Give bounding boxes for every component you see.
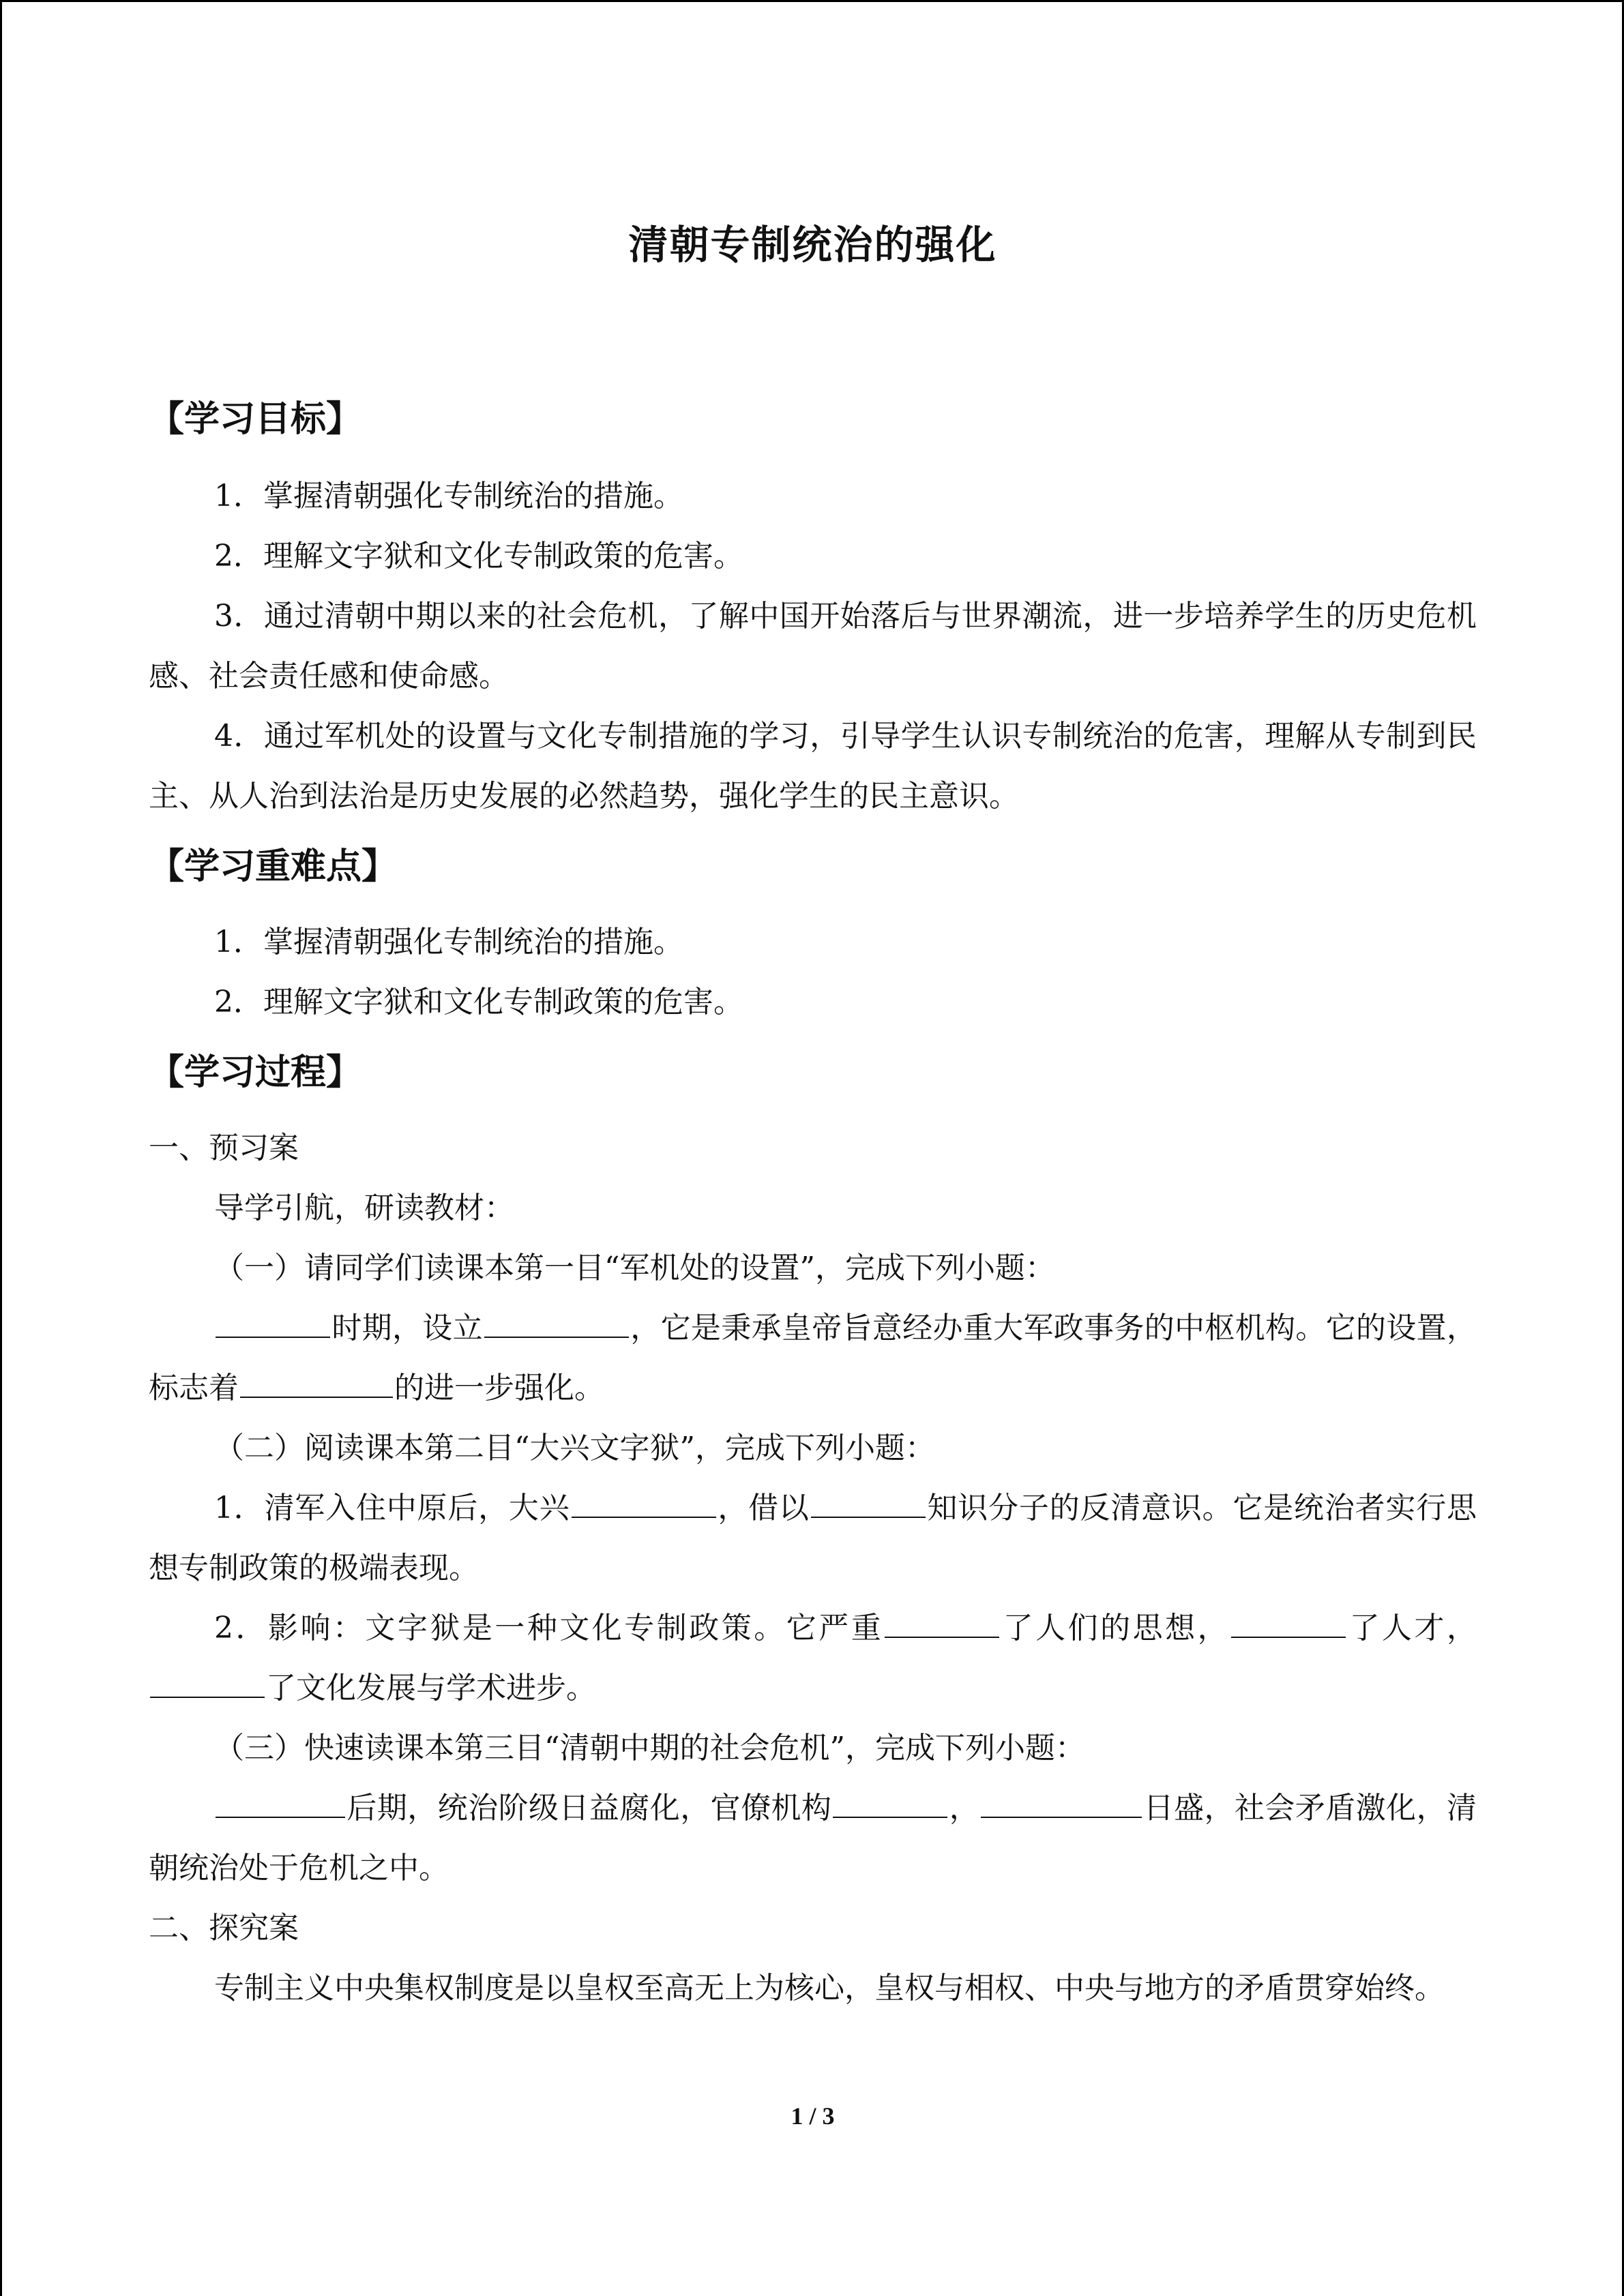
part2-text: 专制主义中央集权制度是以皇权至高无上为核心，皇权与相权、中央与地方的矛盾贯穿始终。: [214, 1971, 1445, 2006]
objective-item-2: 2．理解文字狱和文化专制政策的危害。: [214, 539, 743, 573]
page-number: 1 / 3: [791, 2102, 835, 2130]
key-point-item-1: 1．掌握清朝强化专制统治的措施。: [214, 925, 683, 959]
key-point-item-2: 2．理解文字狱和文化专制政策的危害。: [214, 985, 743, 1019]
objective-item-1: 1．掌握清朝强化专制统治的措施。: [214, 479, 683, 513]
q3-title: （三）快速读课本第三目“清朝中期的社会危机”，完成下列小题：: [214, 1731, 1085, 1765]
q2-title: （二）阅读课本第二目“大兴文字狱”，完成下列小题：: [214, 1431, 935, 1465]
q1-paragraph: 时期，设立 ，它是秉承皇帝旨意经办重大军政事务的中枢机构。它的设置，标志着 的进一步强化。: [149, 1298, 1477, 1418]
heading-objectives: 【学习目标】: [149, 399, 362, 440]
fill-blank[interactable]: [1231, 1607, 1346, 1638]
heading-key-points: 【学习重难点】: [149, 846, 398, 887]
part1-title: 一、预习案: [149, 1131, 299, 1165]
fill-blank[interactable]: [484, 1307, 629, 1338]
objective-item-4: 4．通过军机处的设置与文化专制措施的学习，引导学生认识专制统治的危害，理解从专制到民主、从人治到法治是历史发展的必然趋势，强化学生的民主意识。: [149, 719, 1477, 814]
part2-title: 二、探究案: [149, 1911, 299, 1945]
fill-blank[interactable]: [981, 1787, 1142, 1818]
q2-item-2: 2．影响：文字狱是一种文化专制政策。它严重 了人们的思想， 了人才，了文化发展与学术进步。: [149, 1598, 1477, 1718]
fill-blank[interactable]: [216, 1787, 345, 1818]
fill-blank[interactable]: [240, 1367, 393, 1398]
q1-title: （一）请同学们读课本第一目“军机处的设置”，完成下列小题：: [214, 1251, 1055, 1285]
fill-blank[interactable]: [572, 1487, 716, 1518]
objective-item-3: 3．通过清朝中期以来的社会危机，了解中国开始落后与世界潮流，进一步培养学生的历史危机感、社会责任感和使命感。: [149, 599, 1477, 694]
fill-blank[interactable]: [150, 1667, 265, 1698]
heading-process: 【学习过程】: [149, 1052, 362, 1093]
q2-item-1: 1．清军入住中原后，大兴 ，借以 知识分子的反清意识。它是统治者实行思想专制政策的极端表现。: [149, 1478, 1477, 1598]
guide-text: 导学引航，研读教材：: [214, 1191, 514, 1225]
fill-blank[interactable]: [216, 1307, 330, 1338]
fill-blank[interactable]: [833, 1787, 947, 1818]
q3-paragraph: 后期，统治阶级日益腐化，官僚机构 ， 日盛，社会矛盾激化，清朝统治处于危机之中。: [149, 1778, 1477, 1898]
fill-blank[interactable]: [811, 1487, 926, 1518]
page-title: 清朝专制统治的强化: [628, 222, 997, 268]
fill-blank[interactable]: [885, 1607, 999, 1638]
